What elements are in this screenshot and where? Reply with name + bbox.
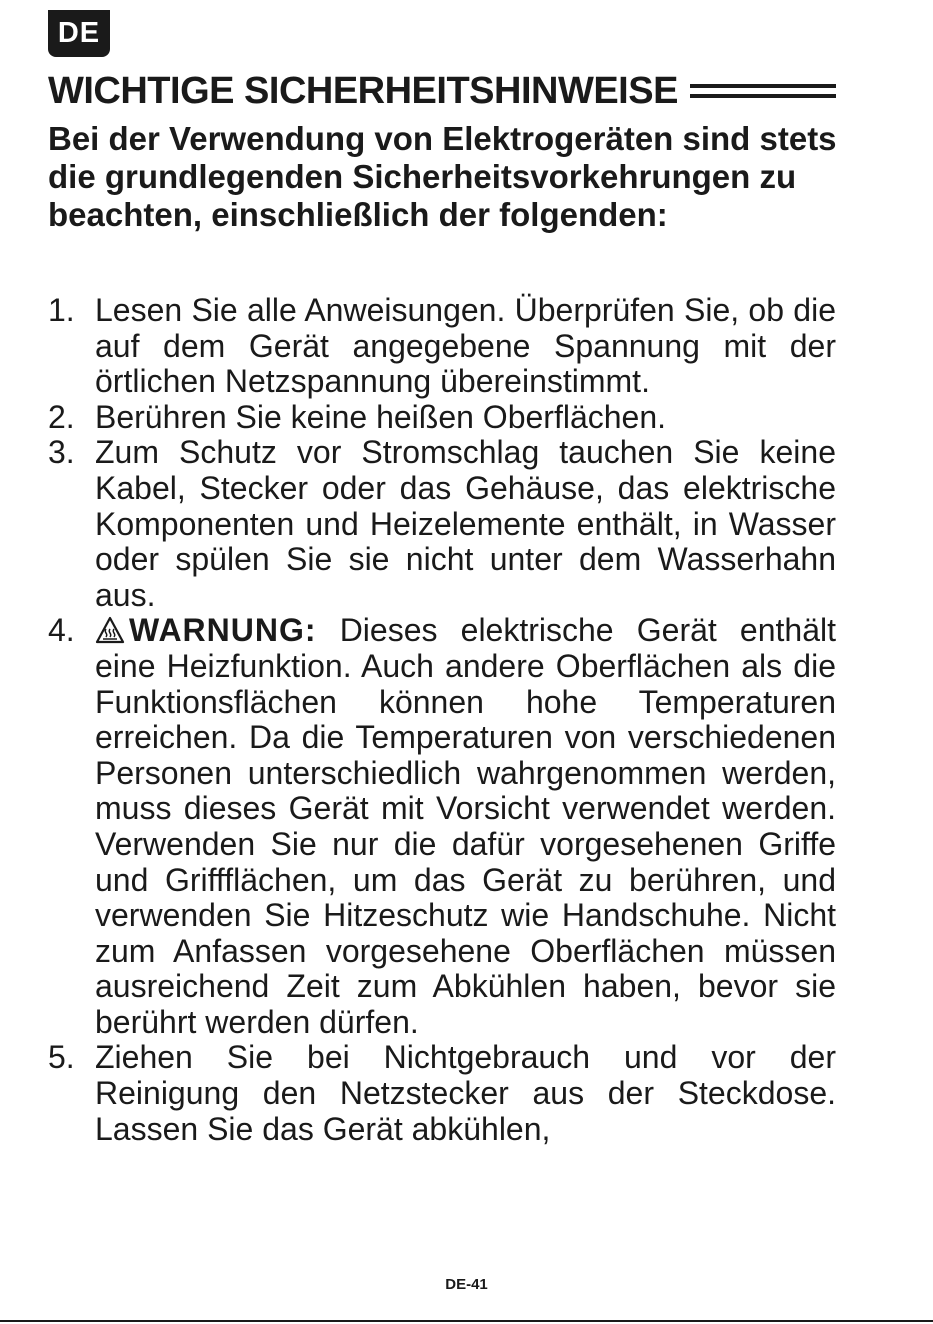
item-text: Berühren Sie keine heißen Oberflächen.	[95, 398, 667, 435]
list-item	[48, 400, 836, 436]
item-number: 4.	[48, 612, 75, 649]
page-title: WICHTIGE SICHERHEITSHINWEISE	[48, 69, 678, 112]
list-item	[48, 1040, 836, 1147]
hot-surface-warning-icon	[95, 616, 125, 644]
intro-paragraph: Bei der Verwendung von Elektrogeräten sind stets die grundlegenden Sicherheitsvorkehrungen zu beachten, einschließlich der folgenden:	[48, 120, 837, 233]
page-number: DE-41	[445, 1276, 488, 1293]
warning-label: WARNUNG:	[129, 612, 317, 649]
bottom-divider	[0, 1320, 933, 1322]
section-header	[48, 66, 836, 116]
title-rule-bottom	[690, 94, 836, 98]
item-text: Lesen Sie alle Anweisungen. Überprüfen Sie, ob die auf dem Gerät angegebene Spannung mit der örtlichen Netzspannung übereinstimmt.	[95, 292, 836, 400]
safety-instructions-list	[48, 293, 836, 1147]
list-item	[48, 435, 836, 613]
list-item	[48, 293, 836, 400]
item-text-block	[95, 613, 836, 1040]
item-text: Ziehen Sie bei Nichtgebrauch und vor der Reinigung den Netzstecker aus der Steckdose. Lassen Sie das Gerät abkühlen,	[95, 1039, 836, 1147]
title-rule-top	[690, 84, 836, 88]
item-text: Dieses elektrische Gerät enthält eine Heizfunktion. Auch andere Oberflächen als die Funktionsflächen können hohe Temperaturen erreichen. Da die Temperaturen von verschiedenen Personen unterschiedlich wahrgenommen werden, muss dieses Gerät mit Vorsicht verwendet werden. Verwenden Sie nur die dafür vorgesehenen Griffe und Griffflächen, um das Gerät zu berühren, und verwenden Sie Hitzeschutz wie Handschuhe. Nicht zum Anfassen vorgesehene Oberflächen müssen ausreichend Zeit zum Abkühlen haben, bevor sie berührt werden dürfen.	[95, 612, 837, 1040]
language-badge: DE	[48, 10, 110, 57]
item-number: 5.	[48, 1039, 75, 1076]
item-number: 3.	[48, 434, 75, 471]
item-number: 2.	[48, 398, 75, 435]
list-item-warning	[48, 613, 836, 1040]
item-text: Zum Schutz vor Stromschlag tauchen Sie keine Kabel, Stecker oder das Gehäuse, das elektrische Komponenten und Heizelemente enthält, in Wasser oder spülen Sie sie nicht unter dem Wasserhahn aus.	[95, 434, 836, 613]
title-double-rule	[690, 84, 836, 98]
item-number: 1.	[48, 292, 75, 328]
